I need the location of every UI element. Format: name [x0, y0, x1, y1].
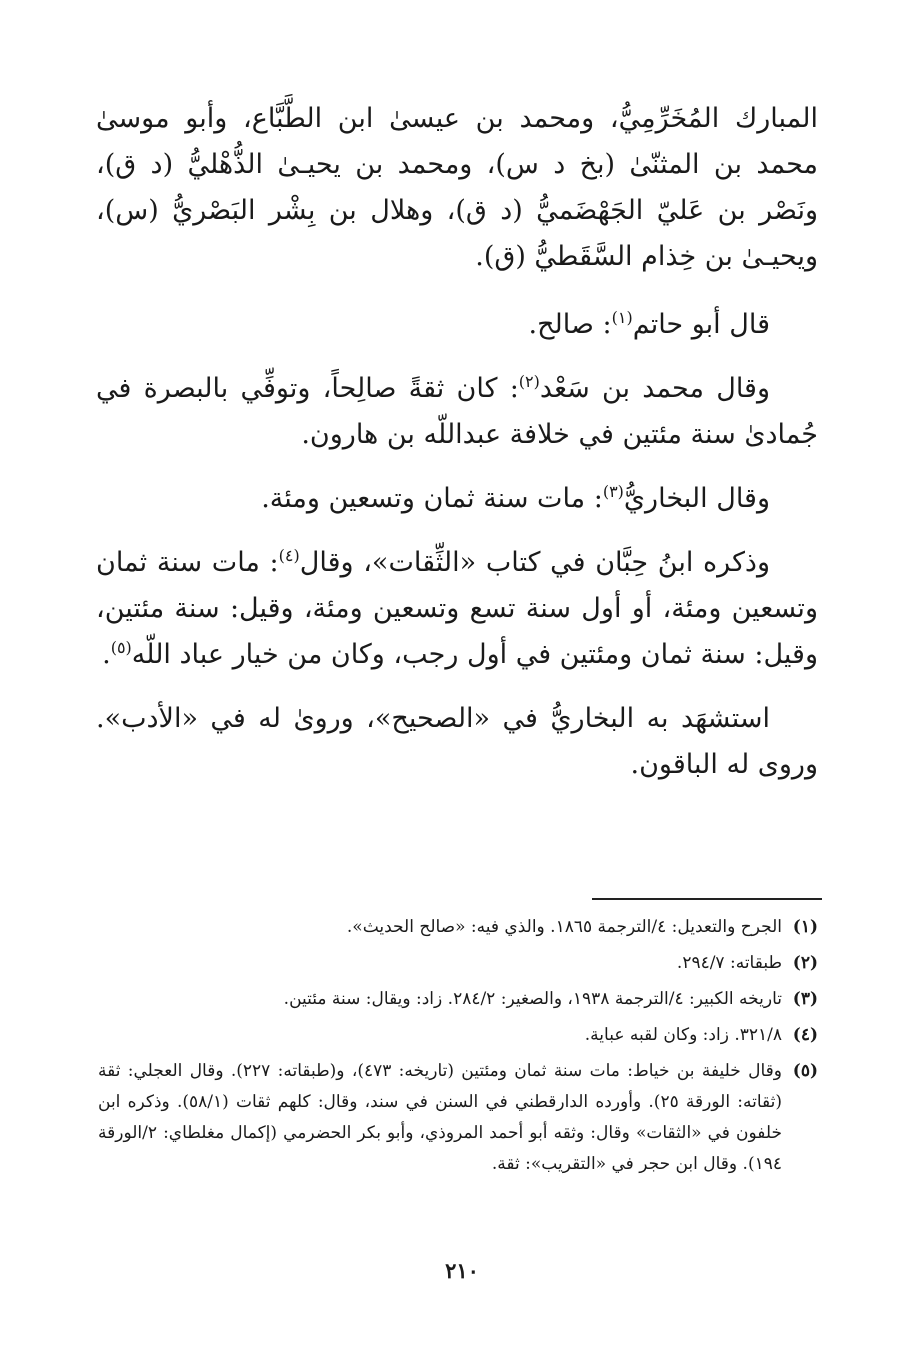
footnote-ref[interactable]: (١) [611, 308, 633, 327]
footnote-ref[interactable]: (٤) [278, 546, 300, 565]
footnote-4 [98, 1020, 818, 1051]
paragraph-text: : صالح. [528, 309, 612, 340]
footnote-5 [98, 1056, 818, 1180]
paragraph-bukhari [96, 476, 818, 522]
paragraph-narrators-list: المبارك المُخَرِّمِيُّ، ومحمد بن عيسىٰ ابن الطَّبَّاع، وأبو موسىٰ محمد بن المثنّىٰ (بخ د س)، ومحمد بن يحيـىٰ الذُّهْليُّ (د ق)، ونَصْر بن عَليّ الجَهْضَميُّ (د ق)، وهلال بن بِشْر البَصْريُّ (س)، ويحيـىٰ بن خِذام السَّقَطيُّ (ق). [96, 103, 818, 272]
paragraph-text: : مات سنة ثمان وتسعين ومئة. [261, 483, 603, 514]
footnotes [98, 912, 818, 1185]
footnote-number: (٢) [792, 953, 818, 973]
paragraph-text: : مات سنة ثمان وتسعين ومئة، أو أول سنة تسع وتسعين ومئة، وقيل: سنة مئتين، وقيل: سنة ثمان ومئتين في أول رجب، وكان من خيار عباد اللّه [96, 547, 818, 670]
footnote-separator [592, 898, 822, 900]
footnote-2 [98, 948, 818, 979]
paragraph-text: قال أبو حاتم [632, 309, 770, 340]
paragraph-text: وقال محمد بن سَعْد [539, 373, 770, 404]
footnote-text: طبقاته: ٢٩٤/٧. [676, 953, 782, 973]
paragraph-ibn-saad [96, 366, 818, 458]
footnote-text: تاريخه الكبير: ٤/الترجمة ١٩٣٨، والصغير: ٢٨٤/٢. زاد: ويقال: سنة مئتين. [283, 989, 782, 1009]
footnote-ref[interactable]: (٥) [110, 638, 132, 657]
footnote-text: ٣٢١/٨. زاد: وكان لقبه عباية. [584, 1025, 782, 1045]
footnote-text: الجرح والتعديل: ٤/الترجمة ١٨٦٥. والذي فيه: «صالح الحديث». [346, 917, 782, 937]
footnote-number: (٣) [792, 989, 818, 1009]
footnote-3 [98, 984, 818, 1015]
paragraph-ibn-hibban [96, 540, 818, 678]
paragraph-text: وقال البخاريُّ [623, 483, 770, 514]
footnote-ref[interactable]: (٣) [602, 482, 624, 501]
paragraph-text: . [102, 639, 111, 670]
paragraph-istishhad: استشهَد به البخاريُّ في «الصحيح»، وروىٰ له في «الأدب». وروى له الباقون. [96, 703, 818, 780]
footnote-number: (٤) [792, 1025, 818, 1045]
footnote-number: (٥) [792, 1061, 818, 1081]
paragraph-text: وذكره ابنُ حِبَّان في كتاب «الثِّقات»، وقال [299, 547, 770, 578]
footnote-ref[interactable]: (٢) [518, 372, 540, 391]
footnote-1 [98, 912, 818, 943]
main-text [96, 96, 818, 806]
footnote-text: وقال خليفة بن خياط: مات سنة ثمان ومئتين (تاريخه: ٤٧٣)، و(طبقاته: ٢٢٧). وقال العجلي: ثقة (ثقاته: الورقة ٢٥). وأورده الدارقطني في السنن في سند، وقال: كلهم ثقات (٥٨/١). وذكره ابن خلفون في «الثقات» وقال: وثقه أبو أحمد المروذي، وأبو بكر الحضرمي (إكمال مغلطاي: ٢/الورقة ١٩٤). وقال ابن حجر في «التقريب»: ثقة. [98, 1061, 782, 1174]
page-number: ٢١٠ [445, 1258, 479, 1283]
footnote-number: (١) [792, 917, 818, 937]
paragraph-text: : كان ثقةً صالِحاً، وتوفِّي بالبصرة في جُمادىٰ سنة مئتين في خلافة عبداللّه بن هارون. [96, 373, 818, 450]
paragraph-abu-hatim [96, 302, 818, 348]
